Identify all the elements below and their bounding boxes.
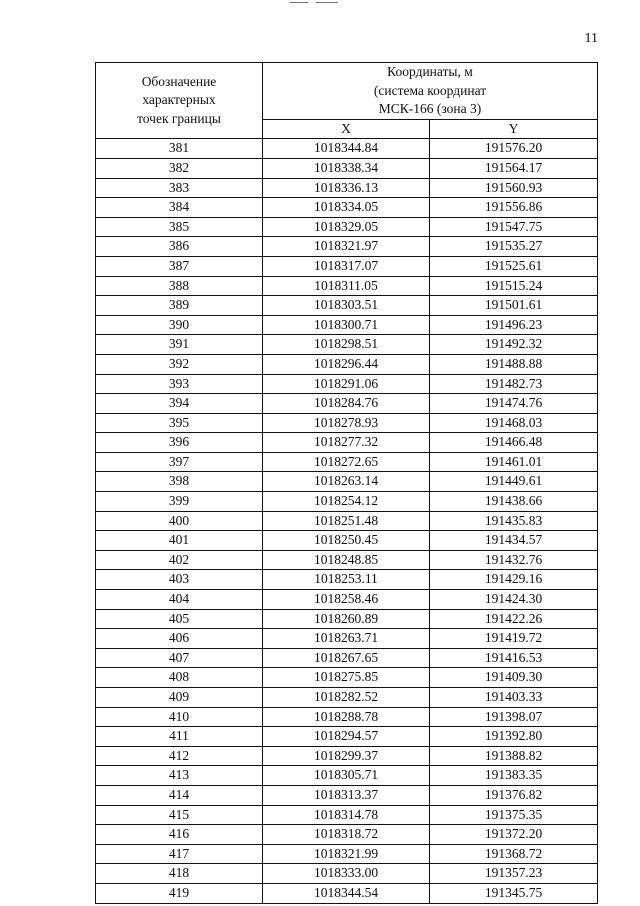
cell-point-number: 403 (96, 570, 263, 590)
table-row (96, 609, 598, 629)
cell-point-number: 393 (96, 374, 263, 394)
cell-x: 1018344.84 (263, 139, 430, 159)
cell-point-number: 407 (96, 648, 263, 668)
cell-x: 1018263.71 (263, 629, 430, 649)
cell-point-number: 406 (96, 629, 263, 649)
cell-y: 191432.76 (430, 550, 598, 570)
table-row (96, 648, 598, 668)
cell-y: 191434.57 (430, 531, 598, 551)
cell-x: 1018278.93 (263, 413, 430, 433)
cell-y: 191429.16 (430, 570, 598, 590)
table-row (96, 844, 598, 864)
cell-point-number: 389 (96, 296, 263, 316)
table-row (96, 550, 598, 570)
cell-point-number: 405 (96, 609, 263, 629)
header-point-designation (96, 63, 263, 139)
table-row (96, 354, 598, 374)
cell-x: 1018311.05 (263, 276, 430, 296)
header-coord-line: (система координат (373, 82, 487, 98)
cell-y: 191474.76 (430, 394, 598, 414)
cell-y: 191376.82 (430, 785, 598, 805)
cell-y: 191488.88 (430, 354, 598, 374)
cell-point-number: 400 (96, 511, 263, 531)
table-row (96, 217, 598, 237)
cell-x: 1018344.54 (263, 883, 430, 903)
cell-x: 1018267.65 (263, 648, 430, 668)
header-coord-line: Координаты, м (387, 64, 473, 79)
cell-x: 1018263.14 (263, 472, 430, 492)
header-x: X (263, 119, 430, 139)
cell-point-number: 392 (96, 354, 263, 374)
cell-x: 1018303.51 (263, 296, 430, 316)
cell-point-number: 418 (96, 864, 263, 884)
cell-x: 1018277.32 (263, 433, 430, 453)
table-row (96, 452, 598, 472)
header-y: Y (430, 119, 598, 139)
cell-point-number: 390 (96, 315, 263, 335)
cell-y: 191375.35 (430, 805, 598, 825)
cell-point-number: 401 (96, 531, 263, 551)
cell-y: 191409.30 (430, 668, 598, 688)
cell-y: 191482.73 (430, 374, 598, 394)
cell-point-number: 386 (96, 237, 263, 257)
table-row (96, 805, 598, 825)
table-row (96, 766, 598, 786)
cell-y: 191403.33 (430, 688, 598, 708)
table-row (96, 825, 598, 845)
cell-y: 191368.72 (430, 844, 598, 864)
table-row (96, 374, 598, 394)
top-scan-marks (290, 2, 338, 4)
cell-point-number: 412 (96, 746, 263, 766)
cell-y: 191372.20 (430, 825, 598, 845)
cell-x: 1018338.34 (263, 158, 430, 178)
table-row (96, 668, 598, 688)
cell-x: 1018294.57 (263, 727, 430, 747)
table-row (96, 315, 598, 335)
coordinates-table (95, 62, 598, 904)
table-row (96, 688, 598, 708)
header-point-line: Обозначение (141, 73, 217, 89)
cell-x: 1018333.00 (263, 864, 430, 884)
header-coord-line: МСК-166 (зона 3) (378, 101, 482, 117)
cell-x: 1018321.99 (263, 844, 430, 864)
cell-point-number: 402 (96, 550, 263, 570)
cell-y: 191438.66 (430, 492, 598, 512)
cell-point-number: 416 (96, 825, 263, 845)
cell-y: 191576.20 (430, 139, 598, 159)
cell-x: 1018317.07 (263, 256, 430, 276)
table-row (96, 590, 598, 610)
cell-point-number: 382 (96, 158, 263, 178)
cell-y: 191560.93 (430, 178, 598, 198)
cell-y: 191501.61 (430, 296, 598, 316)
table-row (96, 394, 598, 414)
cell-point-number: 399 (96, 492, 263, 512)
table-row (96, 433, 598, 453)
page-number: 11 (584, 31, 598, 46)
table-body (96, 139, 598, 903)
cell-x: 1018284.76 (263, 394, 430, 414)
cell-y: 191435.83 (430, 511, 598, 531)
table-row (96, 335, 598, 355)
table-row (96, 296, 598, 316)
cell-y: 191383.35 (430, 766, 598, 786)
cell-x: 1018313.37 (263, 785, 430, 805)
cell-point-number: 395 (96, 413, 263, 433)
cell-y: 191416.53 (430, 648, 598, 668)
cell-x: 1018300.71 (263, 315, 430, 335)
table-row (96, 746, 598, 766)
cell-x: 1018291.06 (263, 374, 430, 394)
cell-x: 1018260.89 (263, 609, 430, 629)
cell-x: 1018296.44 (263, 354, 430, 374)
table-row (96, 198, 598, 218)
table-row (96, 158, 598, 178)
cell-x: 1018282.52 (263, 688, 430, 708)
table-row (96, 864, 598, 884)
cell-y: 191556.86 (430, 198, 598, 218)
cell-y: 191515.24 (430, 276, 598, 296)
cell-x: 1018258.46 (263, 590, 430, 610)
cell-y: 191392.80 (430, 727, 598, 747)
cell-x: 1018336.13 (263, 178, 430, 198)
table-row (96, 570, 598, 590)
cell-y: 191357.23 (430, 864, 598, 884)
cell-y: 191547.75 (430, 217, 598, 237)
table-row (96, 237, 598, 257)
cell-x: 1018288.78 (263, 707, 430, 727)
header-point-line: характерных (142, 92, 216, 108)
cell-x: 1018253.11 (263, 570, 430, 590)
cell-x: 1018334.05 (263, 198, 430, 218)
table-row (96, 256, 598, 276)
cell-x: 1018318.72 (263, 825, 430, 845)
cell-x: 1018305.71 (263, 766, 430, 786)
cell-x: 1018314.78 (263, 805, 430, 825)
cell-y: 191466.48 (430, 433, 598, 453)
cell-point-number: 391 (96, 335, 263, 355)
cell-y: 191398.07 (430, 707, 598, 727)
table-row (96, 139, 598, 159)
cell-y: 191461.01 (430, 452, 598, 472)
cell-y: 191419.72 (430, 629, 598, 649)
table-row (96, 413, 598, 433)
cell-point-number: 417 (96, 844, 263, 864)
cell-point-number: 414 (96, 785, 263, 805)
cell-x: 1018254.12 (263, 492, 430, 512)
cell-point-number: 415 (96, 805, 263, 825)
cell-point-number: 408 (96, 668, 263, 688)
cell-x: 1018275.85 (263, 668, 430, 688)
cell-x: 1018248.85 (263, 550, 430, 570)
cell-y: 191449.61 (430, 472, 598, 492)
table-row (96, 492, 598, 512)
cell-y: 191424.30 (430, 590, 598, 610)
cell-point-number: 381 (96, 139, 263, 159)
cell-point-number: 387 (96, 256, 263, 276)
table-row (96, 511, 598, 531)
cell-y: 191535.27 (430, 237, 598, 257)
cell-point-number: 419 (96, 883, 263, 903)
cell-point-number: 410 (96, 707, 263, 727)
cell-y: 191492.32 (430, 335, 598, 355)
cell-point-number: 409 (96, 688, 263, 708)
table-row (96, 707, 598, 727)
cell-point-number: 398 (96, 472, 263, 492)
cell-x: 1018321.97 (263, 237, 430, 257)
cell-point-number: 411 (96, 727, 263, 747)
cell-y: 191496.23 (430, 315, 598, 335)
cell-x: 1018251.48 (263, 511, 430, 531)
cell-x: 1018329.05 (263, 217, 430, 237)
cell-y: 191564.17 (430, 158, 598, 178)
cell-x: 1018272.65 (263, 452, 430, 472)
cell-point-number: 413 (96, 766, 263, 786)
cell-x: 1018250.45 (263, 531, 430, 551)
table-row (96, 785, 598, 805)
cell-point-number: 384 (96, 198, 263, 218)
cell-point-number: 385 (96, 217, 263, 237)
table-row (96, 883, 598, 903)
cell-point-number: 394 (96, 394, 263, 414)
cell-point-number: 396 (96, 433, 263, 453)
cell-point-number: 397 (96, 452, 263, 472)
table-row (96, 472, 598, 492)
table-row (96, 531, 598, 551)
cell-y: 191422.26 (430, 609, 598, 629)
cell-y: 191468.03 (430, 413, 598, 433)
table-row (96, 178, 598, 198)
cell-y: 191345.75 (430, 883, 598, 903)
cell-point-number: 383 (96, 178, 263, 198)
cell-y: 191525.61 (430, 256, 598, 276)
header-point-line: точек границы (137, 110, 221, 126)
cell-x: 1018299.37 (263, 746, 430, 766)
table-row (96, 276, 598, 296)
header-coordinates (263, 63, 598, 120)
cell-y: 191388.82 (430, 746, 598, 766)
cell-x: 1018298.51 (263, 335, 430, 355)
table-row (96, 727, 598, 747)
cell-point-number: 388 (96, 276, 263, 296)
table-row (96, 629, 598, 649)
cell-point-number: 404 (96, 590, 263, 610)
